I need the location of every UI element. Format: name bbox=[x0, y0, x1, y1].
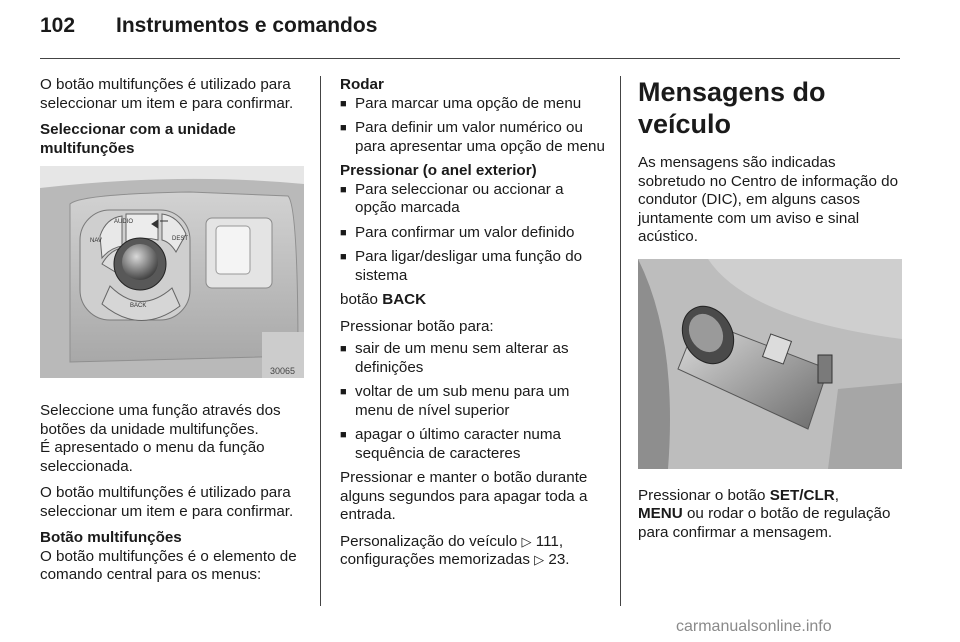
column-divider-2 bbox=[620, 76, 621, 606]
list-item: ■ voltar de um sub menu para um menu de nível superior bbox=[340, 383, 606, 420]
watermark: carmanualsonline.info bbox=[676, 618, 832, 635]
column-2 bbox=[340, 76, 606, 578]
page-header bbox=[40, 14, 377, 38]
back-prefix: botão bbox=[340, 291, 379, 308]
intro-paragraph: O botão multifunções é utilizado para seleccionar um item e para confirmar. bbox=[40, 76, 294, 112]
list-item: ■ Para confirmar um valor definido bbox=[340, 224, 606, 243]
rodar-list bbox=[340, 95, 606, 157]
section-heading-multifunction-knob: Botão multifunções bbox=[40, 529, 182, 546]
instruction-suffix: ou rodar o botão de regulação para confirmar a mensagem. bbox=[638, 505, 891, 541]
confirm-message-paragraph bbox=[638, 487, 902, 543]
section-heading-multifunction-unit: Seleccionar com a unidade multifunções bbox=[40, 121, 236, 157]
knob-description-paragraph: O botão multifunções é o elemento de comando central para os menus: bbox=[40, 547, 297, 583]
select-function-paragraph: Seleccione uma função através dos botões da unidade multifunções. bbox=[40, 402, 281, 438]
rodar-heading: Rodar bbox=[340, 76, 384, 93]
column-3 bbox=[638, 76, 902, 550]
personalization-page[interactable]: 111, bbox=[535, 532, 564, 550]
steering-lever-figure bbox=[638, 259, 902, 469]
reference-paragraph bbox=[340, 533, 606, 570]
column-1 bbox=[40, 76, 308, 593]
setclr-label: SET/CLR bbox=[769, 486, 835, 504]
audio-label: AUDIO bbox=[114, 219, 134, 225]
back-label: BACK bbox=[130, 303, 147, 309]
list-item: ■ Para ligar/desligar uma função do sistema bbox=[340, 248, 606, 285]
back-list bbox=[340, 340, 606, 463]
multifunction-unit-figure bbox=[40, 166, 304, 378]
instruction-prefix: Pressionar o botão bbox=[638, 486, 766, 504]
comma: , bbox=[834, 486, 839, 504]
page-reference-arrow-icon: ▷ bbox=[534, 552, 545, 567]
list-item: ■ Para definir um valor numérico ou para apresentar uma opção de menu bbox=[340, 119, 606, 156]
confirm-paragraph: O botão multifunções é utilizado para seleccionar um item e para confirmar. bbox=[40, 484, 294, 520]
menu-displayed-paragraph: É apresentado o menu da função seleccionada. bbox=[40, 439, 265, 475]
list-item: ■ apagar o último caracter numa sequência de caracteres bbox=[340, 426, 606, 463]
menu-label: MENU bbox=[638, 505, 683, 522]
back-button-line bbox=[340, 291, 606, 310]
list-item: ■ Para seleccionar ou accionar a opção marcada bbox=[340, 181, 606, 218]
page-reference-arrow-icon: ▷ bbox=[521, 533, 532, 549]
press-heading: Pressionar (o anel exterior) bbox=[340, 162, 537, 179]
page-title: Instrumentos e comandos bbox=[116, 14, 378, 37]
press-list bbox=[340, 181, 606, 286]
menu-button-icon bbox=[818, 355, 832, 383]
config-page[interactable]: 23. bbox=[548, 551, 570, 568]
messages-intro: As mensagens são indicadas sobretudo no Centro de informação do condutor (DIC), em alguns casos juntamente com um aviso e sinal acústico. bbox=[638, 154, 899, 245]
personalization-text: Personalização do veículo bbox=[340, 532, 518, 550]
config-text: configurações memorizadas bbox=[340, 551, 530, 568]
figure-code: 30065 bbox=[270, 366, 296, 376]
page-number: 102 bbox=[40, 14, 76, 37]
header-rule bbox=[40, 58, 900, 59]
section-title-vehicle-messages: Mensagens do veículo bbox=[638, 77, 826, 139]
back-button-label: BACK bbox=[382, 291, 427, 308]
column-divider-1 bbox=[320, 76, 321, 606]
dest-label: DEST bbox=[172, 236, 189, 242]
list-item: ■ Para marcar uma opção de menu bbox=[340, 95, 606, 114]
nav-label: NAV bbox=[90, 238, 102, 244]
list-item: ■ sair de um menu sem alterar as definições bbox=[340, 340, 606, 377]
back-intro: Pressionar botão para: bbox=[340, 317, 494, 335]
hold-paragraph: Pressionar e manter o botão durante alguns segundos para apagar toda a entrada. bbox=[340, 469, 588, 523]
